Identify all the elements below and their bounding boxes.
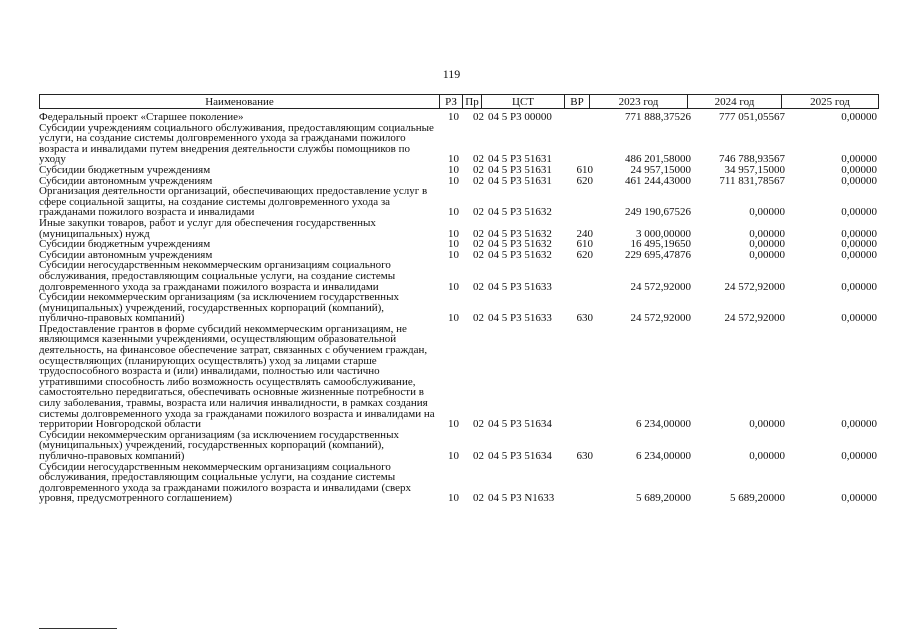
row-2023-cell: 6 234,00000 — [636, 450, 691, 462]
row-2023-cell: 16 495,19650 — [630, 238, 691, 251]
row-rz-cell: 10 — [448, 111, 459, 123]
row-2025-cell: 0,00000 — [841, 153, 877, 166]
table-header — [39, 94, 879, 109]
row-2023-cell: 229 695,47876 — [625, 248, 691, 261]
row-pr-cell: 02 — [473, 492, 484, 505]
table-row — [39, 430, 879, 462]
row-vr-cell: 610 — [576, 238, 593, 251]
row-cst-cell: 04 5 Р3 51632 — [488, 248, 552, 261]
table-row — [39, 218, 879, 239]
row-pr-cell: 02 — [473, 111, 484, 123]
row-vr-cell: 630 — [576, 450, 593, 462]
row-cst-cell: 04 5 Р3 51633 — [488, 280, 552, 293]
row-pr-cell: 02 — [473, 227, 484, 240]
row-2025-cell: 0,00000 — [841, 280, 877, 293]
row-2024-cell: 0,00000 — [749, 418, 785, 431]
row-2024-cell: 746 788,93567 — [719, 153, 785, 166]
row-name-cell: Организация деятельности организаций, обеспечивающих предоставление услуг в сфере социальной защиты, на создание системы долговременного ухода за гражданами пожилого возраста и инвалидами — [39, 185, 428, 219]
table-row — [39, 186, 879, 218]
row-2023-cell: 24 572,92000 — [630, 312, 691, 325]
row-cst-cell: 04 5 Р3 N1633 — [488, 492, 555, 505]
row-pr-cell: 02 — [473, 450, 484, 462]
row-cst-cell: 04 5 Р3 51632 — [488, 227, 552, 240]
row-cst-cell: 04 5 Р3 51632 — [488, 238, 552, 251]
column-header-rz: РЗ — [440, 95, 463, 108]
row-rz-cell: 10 — [448, 206, 459, 219]
column-header-pr: Пр — [463, 95, 482, 108]
row-name-cell: Субсидии бюджетным учреждениям — [39, 163, 211, 176]
row-2024-cell: 5 689,20000 — [730, 492, 785, 505]
row-2023-cell: 3 000,00000 — [636, 227, 691, 240]
row-2023-cell: 249 190,67526 — [625, 206, 691, 219]
row-2025-cell: 0,00000 — [841, 111, 877, 123]
row-pr-cell: 02 — [473, 163, 484, 176]
row-name-cell: Субсидии автономным учреждениям — [39, 174, 213, 187]
row-rz-cell: 10 — [448, 492, 459, 505]
row-name-cell: Предоставление грантов в форме субсидий некоммерческим организациям, не являющимся казенными учреждениями, осуществляющим образовательной деятельность, на финансовое обеспечение затрат, связанных с обучением граждан, осуществляющих (планирующих осуществлять) уход за лицами старше трудоспособного возраста и (или) инвалидами, полностью или частично утратившими способность либо возможность осуществлять самообслуживание, самостоятельно передвигаться, обеспечивать основные жизненные потребности в силу заболевания, травмы, возраста или наличия инвалидности, в рамках создания системы долговременного ухода за гражданами пожилого возраста и инвалидами на территории Новгородской области — [39, 322, 435, 431]
row-name-cell: Субсидии автономным учреждениям — [39, 248, 213, 261]
row-rz-cell: 10 — [448, 312, 459, 325]
row-vr-cell: 620 — [576, 248, 593, 261]
table-row — [39, 462, 879, 504]
column-header-2024: 2024 год — [688, 95, 782, 108]
table-row — [39, 260, 879, 292]
footnote-divider — [39, 628, 117, 629]
row-name-cell: Иные закупки товаров, работ и услуг для обеспечения государственных (муниципальных) нужд — [39, 216, 376, 240]
row-rz-cell: 10 — [448, 153, 459, 166]
row-vr-cell: 240 — [576, 227, 593, 240]
row-2024-cell: 24 572,92000 — [724, 280, 785, 293]
row-rz-cell: 10 — [448, 418, 459, 431]
row-2023-cell: 771 888,37526 — [625, 111, 691, 123]
table-row — [39, 165, 879, 176]
row-2024-cell: 0,00000 — [749, 450, 785, 462]
table-row — [39, 324, 879, 430]
row-name-cell: Субсидии некоммерческим организациям (за исключением государственных (муниципальных) учреждений, государственных корпораций (компаний), публично-правовых компаний) — [39, 291, 399, 325]
row-rz-cell: 10 — [448, 248, 459, 261]
table-body — [39, 112, 879, 504]
row-2023-cell: 24 572,92000 — [630, 280, 691, 293]
table-row — [39, 123, 879, 165]
row-cst-cell: 04 5 Р3 51632 — [488, 206, 552, 219]
row-name-cell: Субсидии негосударственным некоммерческим организациям социального обслуживания, предоставляющим социальные услуги, на создание системы долговременного ухода за гражданами пожилого возраста и инвалидами (сверх уровня, предусмотренного соглашением) — [39, 460, 411, 505]
row-2025-cell: 0,00000 — [841, 312, 877, 325]
row-pr-cell: 02 — [473, 153, 484, 166]
column-header-2025: 2025 год — [810, 96, 850, 108]
row-rz-cell: 10 — [448, 238, 459, 251]
row-2024-cell: 24 572,92000 — [724, 312, 785, 325]
row-2023-cell: 5 689,20000 — [636, 492, 691, 505]
row-2024-cell: 711 831,78567 — [719, 174, 785, 187]
row-2024-cell: 0,00000 — [749, 227, 785, 240]
row-2023-cell: 6 234,00000 — [636, 418, 691, 431]
row-vr-cell: 630 — [576, 312, 593, 325]
table-row — [39, 112, 879, 123]
row-2023-cell: 24 957,15000 — [630, 163, 691, 176]
row-2025-cell: 0,00000 — [841, 238, 877, 251]
row-cst-cell: 04 5 Р3 51633 — [488, 312, 552, 325]
row-pr-cell: 02 — [473, 312, 484, 325]
column-header-vr: ВР — [565, 95, 590, 108]
row-2025-cell: 0,00000 — [841, 206, 877, 219]
row-pr-cell: 02 — [473, 174, 484, 187]
row-2024-cell: 0,00000 — [749, 248, 785, 261]
row-cst-cell: 04 5 Р3 51634 — [488, 450, 552, 462]
column-header-name: Наименование — [40, 95, 440, 108]
row-2025-cell: 0,00000 — [841, 418, 877, 431]
row-name-cell: Субсидии некоммерческим организациям (за исключением государственных (муниципальных) учреждений, государственных корпораций (компаний), публично-правовых компаний) — [39, 428, 399, 462]
row-pr-cell: 02 — [473, 418, 484, 431]
row-2025-cell: 0,00000 — [841, 174, 877, 187]
row-name-cell: Федеральный проект «Старшее поколение» — [39, 111, 244, 123]
row-2025-cell: 0,00000 — [841, 248, 877, 261]
row-2025-cell: 0,00000 — [841, 450, 877, 462]
row-rz-cell: 10 — [448, 163, 459, 176]
row-pr-cell: 02 — [473, 238, 484, 251]
row-vr-cell: 610 — [576, 163, 593, 176]
page-number: 119 — [442, 67, 461, 81]
row-2025-cell: 0,00000 — [841, 227, 877, 240]
column-header-cst: ЦСТ — [482, 95, 565, 108]
row-2023-cell: 486 201,58000 — [625, 153, 691, 166]
row-cst-cell: 04 5 Р3 51631 — [488, 163, 552, 176]
row-rz-cell: 10 — [448, 227, 459, 240]
row-pr-cell: 02 — [473, 206, 484, 219]
row-cst-cell: 04 5 Р3 51631 — [488, 174, 552, 187]
row-2023-cell: 461 244,43000 — [625, 174, 691, 187]
row-cst-cell: 04 5 Р3 51631 — [488, 153, 552, 166]
row-2024-cell: 34 957,15000 — [724, 163, 785, 176]
row-rz-cell: 10 — [448, 174, 459, 187]
row-rz-cell: 10 — [448, 280, 459, 293]
row-pr-cell: 02 — [473, 248, 484, 261]
row-2024-cell: 0,00000 — [749, 206, 785, 219]
row-cst-cell: 04 5 Р3 00000 — [488, 111, 552, 123]
row-name-cell: Субсидии бюджетным учреждениям — [39, 238, 211, 251]
row-pr-cell: 02 — [473, 280, 484, 293]
row-2025-cell: 0,00000 — [841, 163, 877, 176]
row-2024-cell: 777 051,05567 — [719, 111, 785, 123]
row-name-cell: Субсидии учреждениям социального обслуживания, предоставляющим социальные услуги, на создание системы долговременного ухода за гражданами пожилого возраста и инвалидами путем внедрения деятельности службы помощников по уходу — [39, 121, 434, 166]
row-name-cell: Субсидии негосударственным некоммерческим организациям социального обслуживания, предоставляющим социальные услуги, на создание системы долговременного ухода за гражданами пожилого возраста и инвалидами — [39, 259, 396, 293]
row-2024-cell: 0,00000 — [749, 238, 785, 251]
column-header-2023: 2023 год — [590, 95, 688, 108]
row-cst-cell: 04 5 Р3 51634 — [488, 418, 552, 431]
row-rz-cell: 10 — [448, 450, 459, 462]
table-row — [39, 292, 879, 324]
row-2025-cell: 0,00000 — [841, 492, 877, 505]
row-vr-cell: 620 — [576, 174, 593, 187]
